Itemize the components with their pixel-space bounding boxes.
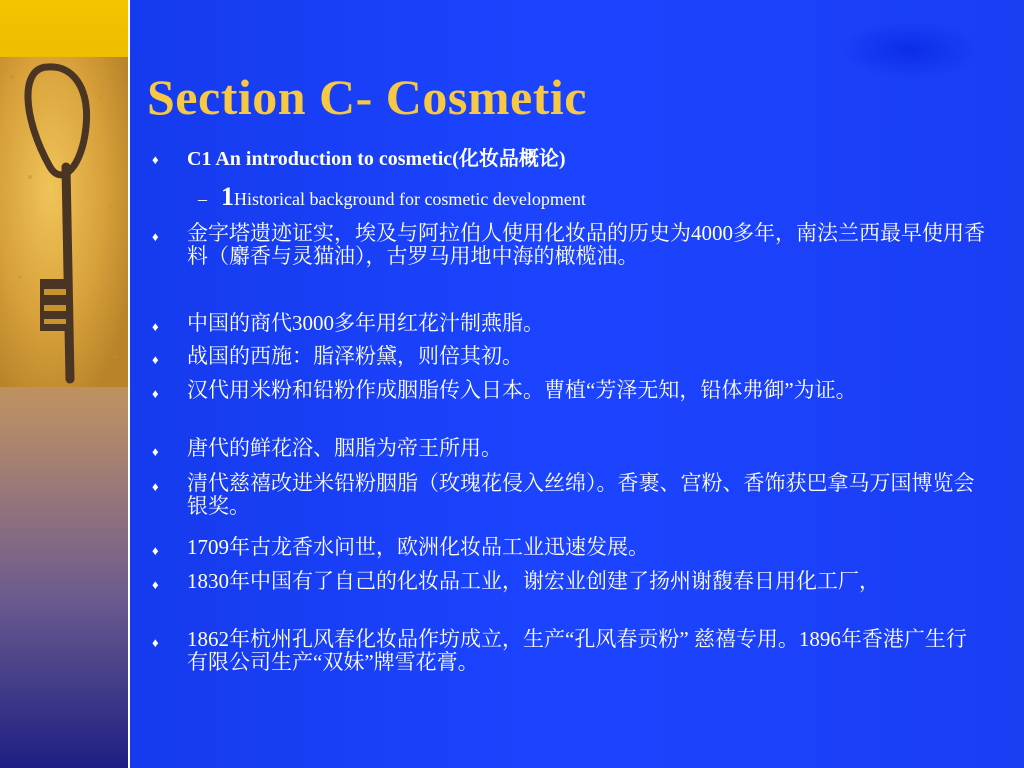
slide-title: Section C- Cosmetic bbox=[147, 69, 587, 125]
diamond-icon: ♦ bbox=[152, 152, 159, 167]
diamond-icon: ♦ bbox=[152, 577, 159, 592]
vertical-divider bbox=[128, 0, 130, 768]
bullet-text: 清代慈禧改进米铅粉胭脂（玫瑰花侵入丝绵）。香裹、宫粉、香饰获巴拿马万国博览会银奖。 bbox=[187, 471, 975, 518]
subsection-heading: – 1Historical background for cosmetic development bbox=[198, 182, 586, 211]
diamond-icon: ♦ bbox=[152, 444, 159, 459]
bullet-text: 中国的商代3000多年用红花汁制燕脂。 bbox=[187, 311, 544, 335]
diamond-icon: ♦ bbox=[152, 319, 159, 334]
bullet-text: 1862年杭州孔风春化妆品作坊成立，生产“孔风春贡粉” 慈禧专用。1896年香港广生行有限公司生产“双妹”牌雪花膏。 bbox=[187, 627, 967, 674]
diamond-icon: ♦ bbox=[152, 352, 159, 367]
glow-decor bbox=[840, 20, 980, 80]
diamond-icon: ♦ bbox=[152, 386, 159, 401]
bullet-text: 唐代的鲜花浴、胭脂为帝王所用。 bbox=[187, 436, 502, 460]
diamond-icon: ♦ bbox=[152, 635, 159, 650]
section-heading: C1 An introduction to cosmetic(化妆品概论) bbox=[187, 148, 566, 170]
key-photo bbox=[0, 57, 128, 387]
bullet-text: 1709年古龙香水问世，欧洲化妆品工业迅速发展。 bbox=[187, 535, 649, 559]
diamond-icon: ♦ bbox=[152, 543, 159, 558]
bullet-text: 1830年中国有了自己的化妆品工业，谢宏业创建了扬州谢馥春日用化工厂， bbox=[187, 569, 880, 593]
antique-key-icon bbox=[0, 57, 128, 387]
bullet-text: 战国的西施：脂泽粉黛，则倍其初。 bbox=[187, 344, 523, 368]
bullet-text: 汉代用米粉和铅粉作成胭脂传入日本。曹植“芳泽无知，铅体弗御”为证。 bbox=[187, 378, 857, 402]
diamond-icon: ♦ bbox=[152, 479, 159, 494]
diamond-icon: ♦ bbox=[152, 229, 159, 244]
bullet-text: 金字塔遗迹证实，埃及与阿拉伯人使用化妆品的历史为4000多年，南法兰西最早使用香料（麝香与灵猫油），古罗马用地中海的橄榄油。 bbox=[187, 221, 985, 268]
